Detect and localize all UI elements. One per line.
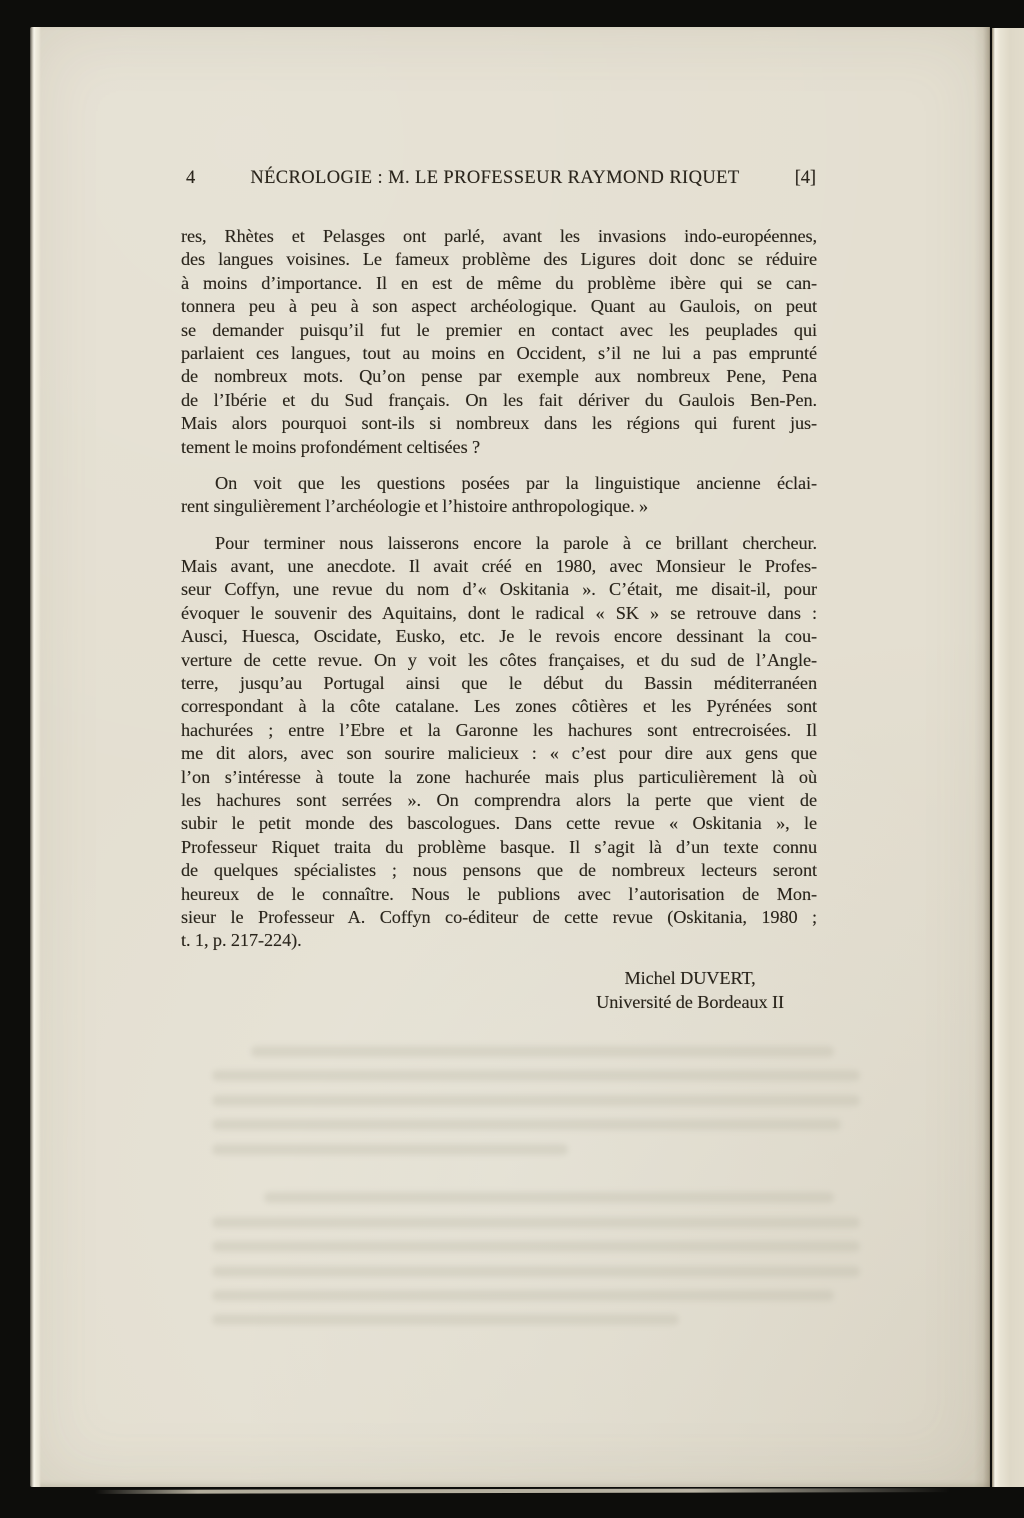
- text-line: Professeur Riquet traita du problème basque. Il s’agit là d’un texte connu: [181, 836, 817, 857]
- text-line: Pour terminer nous laisserons encore la parole à ce brillant chercheur.: [215, 532, 817, 553]
- text-line: tonnera peu à peu à son aspect archéologique. Quant au Gaulois, on peut: [181, 296, 817, 317]
- adjacent-page-edge: [992, 28, 1024, 1487]
- text-line: subir le petit monde des bascologues. Dans cette revue « Oskitania », le: [181, 813, 817, 834]
- signature-affiliation: Université de Bordeaux II: [596, 991, 784, 1012]
- body-paragraph-2: [181, 472, 817, 519]
- body-paragraph-3: [181, 532, 817, 953]
- text-line: des langues voisines. Le fameux problème des Ligures doit donc se réduire: [181, 249, 817, 270]
- text-line: à moins d’importance. Il en est de même du problème ibère qui se can-: [181, 272, 817, 293]
- text-line: de l’Ibérie et du Sud français. On les fait dériver du Gaulois Ben-Pen.: [181, 389, 817, 410]
- text-line: hachurées ; entre l’Ebre et la Garonne les hachures sont entrecroisées. Il: [181, 719, 817, 740]
- text-line: Mais alors pourquoi sont-ils si nombreux dans les régions qui furent jus-: [181, 413, 817, 434]
- text-line: les hachures sont serrées ». On comprendra alors la perte que vient de: [181, 789, 817, 810]
- text-line: l’on s’intéresse à toute la zone hachurée mais plus particulièrement là où: [181, 766, 817, 787]
- text-line: sieur le Professeur A. Coffyn co-éditeur de cette revue (Oskitania, 1980 ;: [181, 906, 817, 927]
- text-line: verture de cette revue. On y voit les côtes françaises, et du sud de l’Angle-: [181, 649, 817, 670]
- text-line: me dit alors, avec son sourire malicieux : « c’est pour dire aux gens que: [181, 743, 817, 764]
- printed-text-block: [181, 166, 817, 1014]
- text-line: Ausci, Huesca, Oscidate, Eusko, etc. Je le revois encore dessinant la cou-: [181, 626, 817, 647]
- signature-block: [596, 966, 784, 1014]
- running-header: [181, 166, 817, 190]
- text-line: se demander puisqu’il fut le premier en contact avec les peuplades qui: [181, 319, 817, 340]
- text-line: seur Coffyn, une revue du nom d’« Oskitania ». C’était, me disait-il, pour: [181, 579, 817, 600]
- text-line: de nombreux mots. Qu’on pense par exemple aux nombreux Pene, Pena: [181, 366, 817, 387]
- text-line: de quelques spécialistes ; nous pensons que de nombreux lecteurs seront: [181, 860, 817, 881]
- text-line: Mais avant, une anecdote. Il avait créé en 1980, avec Monsieur le Profes-: [181, 556, 817, 577]
- text-line: évoquer le souvenir des Aquitains, dont le radical « SK » se retrouve dans :: [181, 602, 817, 623]
- header-title: NÉCROLOGIE : M. LE PROFESSEUR RAYMOND RIQUET: [250, 168, 740, 188]
- text-line: res, Rhètes et Pelasges ont parlé, avant les invasions indo-européennes,: [181, 226, 817, 246]
- page-stack-edge: [30, 27, 41, 1487]
- text-line: correspondant à la côte catalane. Les zones côtières et les Pyrénées sont: [181, 696, 817, 717]
- signature-name: Michel DUVERT,: [624, 967, 756, 988]
- bottom-page-edge: [95, 1488, 950, 1494]
- text-line: terre, jusqu’au Portugal ainsi que le début du Bassin méditerranéen: [181, 673, 817, 694]
- text-line: rent singulièrement l’archéologie et l’histoire anthropologique. »: [181, 496, 649, 517]
- ink-bleed-through: [212, 1046, 860, 1339]
- page-number: 4: [186, 168, 196, 188]
- text-line: t. 1, p. 217-224).: [181, 930, 302, 951]
- header-bracket-number: [4]: [794, 168, 816, 188]
- text-line: parlaient ces langues, tout au moins en Occident, s’il ne lui a pas emprunté: [181, 342, 817, 363]
- text-line: tement le moins profondément celtisées ?: [181, 436, 481, 457]
- body-paragraph-1: [181, 225, 817, 459]
- text-line: On voit que les questions posées par la linguistique ancienne éclai-: [215, 472, 817, 493]
- text-line: heureux de le connaître. Nous le publions avec l’autorisation de Mon-: [181, 883, 817, 904]
